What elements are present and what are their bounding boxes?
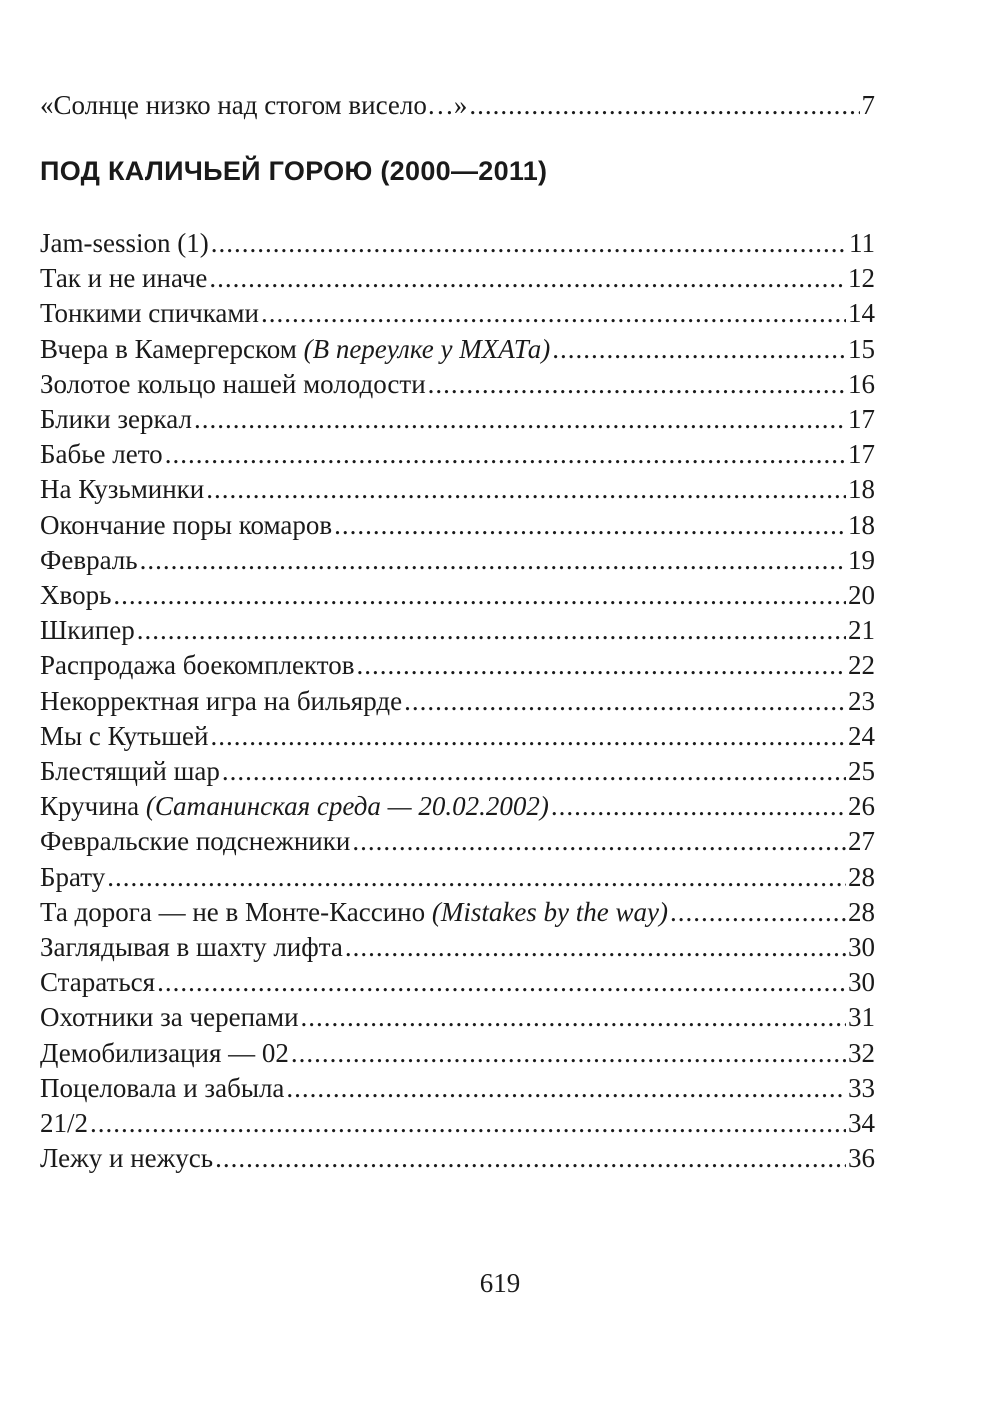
toc-leader-dots	[552, 332, 846, 366]
toc-entry-page: 12	[848, 263, 875, 294]
toc-entry-title	[40, 296, 259, 330]
toc-entry	[40, 437, 875, 471]
toc-entry-subtitle: (Mistakes by the way)	[431, 896, 669, 927]
toc-entry-page: 16	[848, 368, 875, 399]
toc-entry-page: 23	[848, 685, 875, 716]
toc-entry-main-title: Распродажа боекомплектов	[40, 650, 355, 681]
toc-entry-main-title: Jam-session (1)	[40, 228, 209, 258]
toc-entry-main-title: Некорректная игра на бильярде	[40, 685, 403, 716]
toc-entry	[40, 824, 875, 858]
toc-entry-intro	[40, 88, 875, 122]
toc-entry-page: 27	[848, 826, 875, 857]
toc-leader-dots	[222, 754, 846, 788]
toc-entry-title	[40, 226, 209, 260]
toc-entry-main-title: 21/2	[40, 1108, 89, 1138]
section-heading: ПОД КАЛИЧЬЕЙ ГОРОЮ (2000—2011)	[40, 156, 548, 186]
toc-entry-main-title: Охотники за черепами	[40, 1002, 299, 1033]
toc-leader-dots	[345, 930, 846, 964]
toc-entry-title	[40, 1000, 299, 1034]
toc-entry-page: 11	[849, 228, 875, 258]
toc-entry-title	[40, 895, 668, 929]
toc-entry-main-title: Шкипер	[40, 615, 135, 646]
toc-entry-title	[40, 1036, 289, 1070]
toc-entry-page: 19	[848, 544, 875, 575]
toc-leader-dots	[206, 472, 846, 506]
toc-entry-page: 17	[848, 439, 875, 470]
toc-entry-title	[40, 578, 111, 612]
toc-entry-main-title: Золотое кольцо нашей молодости	[40, 368, 426, 399]
toc-entry-main-title: Окончание поры комаров	[40, 509, 333, 540]
toc-entry-page: 28	[848, 861, 875, 892]
toc-entry-page: 21	[848, 615, 875, 646]
toc-entry	[40, 965, 875, 999]
toc-leader-dots	[352, 824, 846, 858]
toc-entry	[40, 895, 875, 929]
toc-entry	[40, 402, 875, 436]
toc-entry-main-title: Блики зеркал	[40, 404, 192, 434]
toc-entry-main-title: Мы с Кутьшей	[40, 720, 209, 751]
toc-entry-subtitle: (Сатанинская среда — 20.02.2002)	[145, 791, 549, 822]
toc-entry	[40, 1071, 875, 1105]
toc-leader-dots	[137, 613, 846, 647]
toc-leader-dots	[107, 860, 846, 894]
toc-entry-title	[40, 367, 426, 401]
toc-entry-title	[40, 648, 355, 682]
toc-entry-page: 18	[848, 474, 875, 505]
toc-entry	[40, 543, 875, 577]
toc-entry	[40, 719, 875, 753]
toc-leader-dots	[215, 1141, 846, 1175]
toc-entry-page: 32	[848, 1037, 875, 1068]
toc-entry-title	[40, 684, 402, 718]
toc-entry-main-title: Стараться	[40, 967, 156, 998]
toc-entry-title	[40, 332, 550, 366]
toc-entry	[40, 332, 875, 366]
toc-entry-page: 17	[848, 404, 875, 434]
toc-leader-dots	[211, 226, 847, 260]
toc-entry	[40, 1000, 875, 1034]
toc-entry-main-title: Блестящий шар	[40, 756, 220, 786]
toc-leader-dots	[194, 402, 846, 436]
toc-leader-dots	[428, 367, 846, 401]
toc-entry-main-title: Февральские подснежники	[40, 826, 351, 857]
toc-entry-page: 25	[848, 756, 875, 786]
toc-entry	[40, 684, 875, 718]
toc-entry	[40, 860, 875, 894]
toc-leader-dots	[551, 789, 846, 823]
toc-entry	[40, 472, 875, 506]
toc-leader-dots	[469, 88, 859, 122]
toc-entry	[40, 226, 875, 260]
toc-entry-main-title: Так и не иначе	[40, 263, 208, 294]
toc-entry-title	[40, 1071, 284, 1105]
toc-entry-main-title: Лежу и нежусь	[40, 1143, 214, 1174]
toc-entry-main-title: Заглядывая в шахту лифта	[40, 932, 343, 962]
toc-entry	[40, 648, 875, 682]
toc-entry	[40, 367, 875, 401]
toc-entry-main-title: Тонкими спичками	[40, 298, 259, 329]
toc-entry-page: 20	[848, 580, 875, 610]
toc-leader-dots	[210, 719, 846, 753]
toc-leader-dots	[357, 648, 847, 682]
toc-leader-dots	[404, 684, 846, 718]
toc-leader-dots	[286, 1071, 846, 1105]
toc-entry-title	[40, 1141, 213, 1175]
toc-entry	[40, 1141, 875, 1175]
toc-entry	[40, 296, 875, 330]
toc-entry	[40, 1106, 875, 1140]
toc-entry-title	[40, 437, 163, 471]
page-number: 619	[479, 1268, 521, 1298]
toc-leader-dots	[113, 578, 846, 612]
toc-entry-title	[40, 930, 343, 964]
toc-entry-title	[40, 860, 105, 894]
toc-entry-main-title: Та дорога — не в Монте-Кассино	[40, 896, 432, 927]
toc-entry-page: 33	[848, 1072, 875, 1103]
toc-entry-title	[40, 754, 220, 788]
toc-entry-main-title: Поцеловала и забыла	[40, 1072, 285, 1103]
toc-entry-title	[40, 261, 207, 295]
toc-entry-page: 15	[848, 333, 875, 364]
toc-entry	[40, 578, 875, 612]
toc-leader-dots	[670, 895, 846, 929]
toc-entry-main-title: На Кузьминки	[40, 474, 205, 505]
toc-entry-page: 31	[848, 1002, 875, 1033]
toc-entry-title	[40, 508, 332, 542]
toc-entry-page: 7	[861, 90, 875, 120]
toc-entry-main-title: Кручина	[40, 791, 146, 822]
toc-leader-dots	[165, 437, 846, 471]
toc-leader-dots	[291, 1036, 846, 1070]
toc-entry-page: 30	[848, 967, 875, 998]
toc-entry-page: 14	[848, 298, 875, 329]
toc-entry-title	[40, 1106, 88, 1140]
toc-entry	[40, 754, 875, 788]
toc-entry-page: 30	[848, 932, 875, 962]
toc-leader-dots	[209, 261, 846, 295]
toc-entry-title	[40, 402, 192, 436]
toc-entry-page: 36	[848, 1143, 875, 1174]
toc-entry-title: «Солнце низко над стогом висело…»	[40, 90, 468, 120]
toc-entry-page: 22	[848, 650, 875, 681]
toc-leader-dots	[334, 508, 846, 542]
toc-entry-title	[40, 789, 549, 823]
toc-entry-page: 18	[848, 509, 875, 540]
toc-entry-title	[40, 543, 138, 577]
toc-entry-main-title: Бабье лето	[40, 439, 163, 470]
toc-entry-page: 28	[848, 896, 875, 927]
toc-entry	[40, 508, 875, 542]
toc-entry-main-title: Февраль	[40, 544, 138, 575]
toc-entry-page: 26	[848, 791, 875, 822]
toc-entry	[40, 261, 875, 295]
toc-entry-main-title: Демобилизация — 02	[40, 1037, 289, 1068]
toc-entry-main-title: Брату	[40, 861, 106, 892]
toc-entry-page: 34	[848, 1108, 875, 1138]
toc-entry-subtitle: (В переулке у МХАТа)	[303, 333, 551, 364]
toc-entry-page: 24	[848, 720, 875, 751]
toc-entry-title	[40, 965, 155, 999]
toc-entry-main-title: Вчера в Камергерском	[40, 333, 304, 364]
toc-entry-main-title: Хворь	[40, 580, 112, 610]
toc-entry-title	[40, 472, 204, 506]
toc-entry	[40, 789, 875, 823]
toc-entry	[40, 1036, 875, 1070]
toc-entry	[40, 613, 875, 647]
toc-leader-dots	[301, 1000, 846, 1034]
toc-leader-dots	[261, 296, 846, 330]
toc-leader-dots	[157, 965, 846, 999]
toc-entry	[40, 930, 875, 964]
toc-entry-title	[40, 719, 208, 753]
toc-leader-dots	[140, 543, 846, 577]
toc-entry-title	[40, 613, 135, 647]
toc-entry-title	[40, 824, 350, 858]
toc-leader-dots	[90, 1106, 846, 1140]
